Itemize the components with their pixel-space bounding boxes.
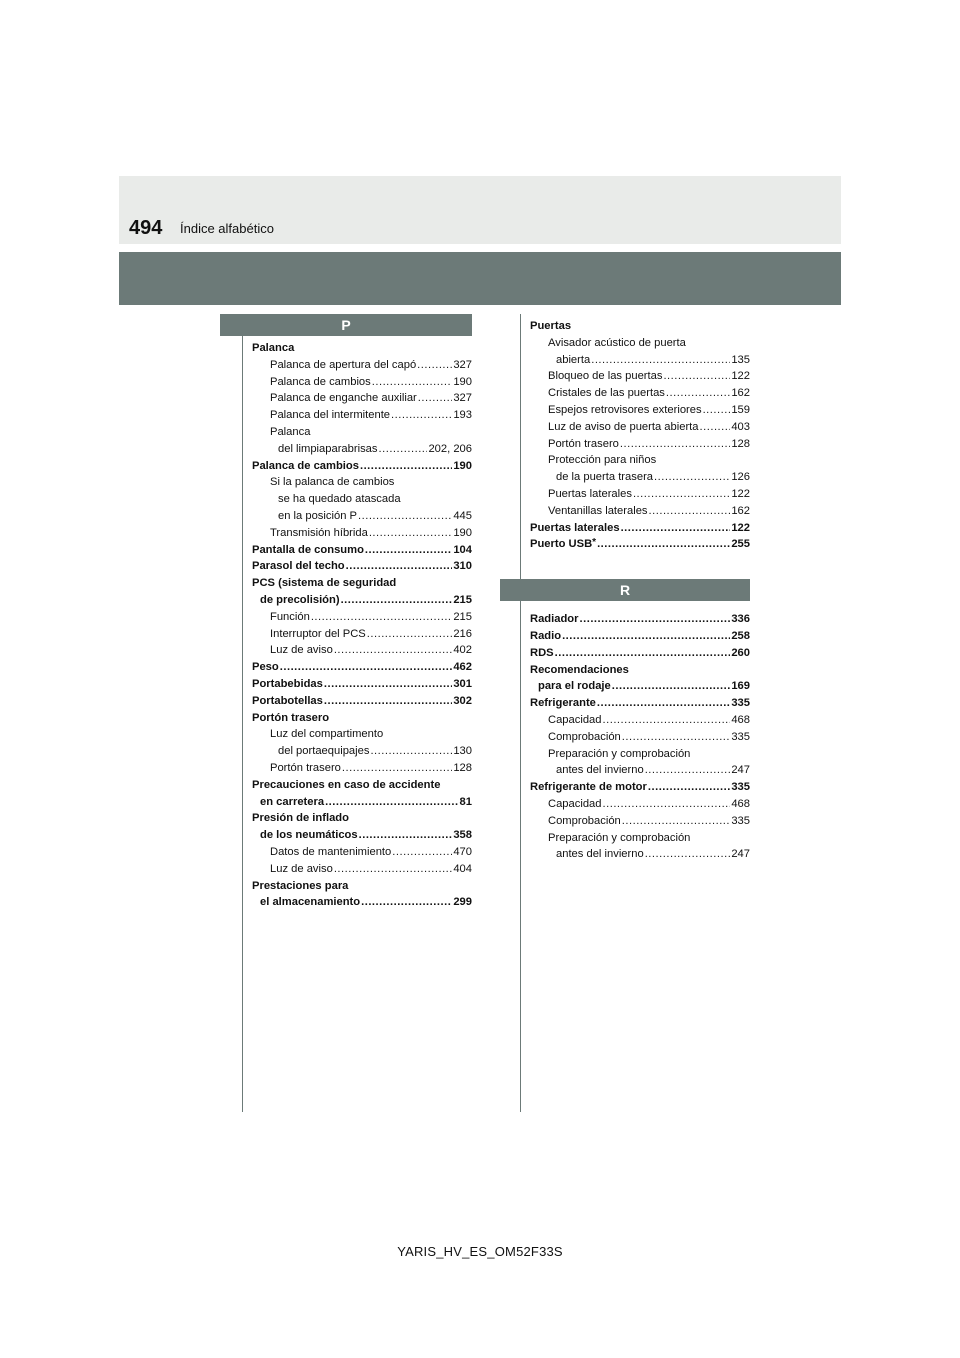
entry-page: 190 — [453, 375, 472, 388]
entry-page: 301 — [453, 677, 472, 690]
entry-page: 122 — [731, 370, 750, 383]
dot-leader — [334, 861, 453, 878]
entry-text: Portón trasero — [270, 761, 341, 774]
entry-text: de los neumáticos — [260, 829, 358, 842]
index-entry — [252, 609, 472, 626]
index-entry — [530, 695, 750, 712]
entry-page: 216 — [453, 627, 472, 640]
index-entry — [530, 503, 750, 520]
index-entry — [252, 525, 472, 542]
index-entry: Puerto USB * ..... 255 — [530, 536, 750, 553]
index-entry — [530, 813, 750, 830]
dot-leader — [324, 693, 452, 710]
dot-leader — [603, 796, 731, 813]
entry-text: Portón trasero — [252, 711, 330, 724]
index-entry — [530, 368, 750, 385]
dot-leader — [597, 695, 730, 712]
entry-page: 215 — [453, 593, 472, 606]
index-entry — [252, 424, 472, 441]
chapter-band — [119, 252, 841, 305]
index-entry — [252, 558, 472, 575]
dot-leader — [360, 458, 452, 475]
index-entry — [252, 441, 472, 458]
entry-text: se ha quedado atascada — [278, 493, 401, 506]
index-entry — [530, 645, 750, 662]
dot-leader — [591, 352, 730, 369]
entry-page: 470 — [453, 845, 472, 858]
entry-text: Peso — [252, 661, 279, 674]
entry-text: abierta — [556, 353, 591, 366]
entry-text: Capacidad — [548, 713, 602, 726]
entry-page: 190 — [453, 526, 472, 539]
entry-page: 327 — [453, 392, 472, 405]
entry-text: Refrigerante — [530, 697, 596, 710]
entry-text: Portabebidas — [252, 677, 323, 690]
dot-leader — [359, 827, 453, 844]
index-entry — [252, 542, 472, 559]
entry-page: 162 — [731, 387, 750, 400]
index-entries-p-continued — [530, 318, 750, 553]
entry-page: 190 — [453, 459, 472, 472]
entry-page: 159 — [731, 403, 750, 416]
index-entry — [252, 894, 472, 911]
dot-leader — [649, 503, 731, 520]
entry-text: Datos de mantenimiento — [270, 845, 392, 858]
dot-leader — [334, 642, 453, 659]
dot-leader — [379, 441, 428, 458]
index-entry — [530, 796, 750, 813]
index-entry — [252, 592, 472, 609]
dot-leader — [417, 357, 452, 374]
entry-page: 327 — [453, 358, 472, 371]
entry-page: 255 — [731, 538, 750, 551]
index-entry — [252, 777, 472, 794]
dot-leader — [369, 525, 453, 542]
index-entry — [530, 611, 750, 628]
entry-page: 462 — [453, 661, 472, 674]
entry-text: Preparación y comprobación — [548, 831, 691, 844]
dot-leader — [358, 508, 452, 525]
entry-page: 126 — [731, 471, 750, 484]
entry-text: Palanca de enganche auxiliar — [270, 392, 417, 405]
dot-leader — [603, 712, 731, 729]
index-entry — [252, 844, 472, 861]
entry-page: 403 — [731, 420, 750, 433]
entry-page: 202, 206 — [428, 442, 472, 455]
index-column-right — [530, 314, 750, 863]
dot-leader — [621, 520, 731, 537]
index-entry — [252, 878, 472, 895]
entry-text: Precauciones en caso de accidente — [252, 778, 441, 791]
section-spacer — [530, 553, 750, 579]
entry-text: Portabotellas — [252, 694, 323, 707]
dot-leader — [654, 469, 730, 486]
index-entry — [530, 678, 750, 695]
column-rule-right — [520, 314, 521, 1112]
entry-text: Ventanillas laterales — [548, 504, 648, 517]
entry-text: Pantalla de consumo — [252, 543, 364, 556]
dot-leader — [562, 628, 730, 645]
index-entry — [530, 469, 750, 486]
entry-text: Portón trasero — [548, 437, 619, 450]
index-entry — [530, 779, 750, 796]
entry-text: del portaequipajes — [278, 745, 370, 758]
entry-text: de la puerta trasera — [556, 471, 654, 484]
index-entry — [530, 318, 750, 335]
index-entry — [530, 830, 750, 847]
entry-text: Espejos retrovisores exteriores — [548, 403, 702, 416]
dot-leader — [633, 486, 730, 503]
dot-leader — [597, 536, 730, 553]
index-entry — [252, 390, 472, 407]
index-column-left — [252, 314, 472, 911]
dot-leader — [580, 611, 731, 628]
entry-page: 468 — [731, 797, 750, 810]
entry-text: Radio — [530, 629, 562, 642]
index-entry — [530, 419, 750, 436]
dot-leader — [622, 813, 731, 830]
index-entry — [252, 676, 472, 693]
entry-page: 335 — [731, 814, 750, 827]
index-entry — [252, 861, 472, 878]
dot-leader — [280, 659, 453, 676]
entry-text: Puertas laterales — [548, 487, 632, 500]
entry-text: en la posición P — [278, 509, 357, 522]
entry-page: 445 — [453, 509, 472, 522]
section-title: Índice alfabético — [180, 221, 274, 236]
entry-page: 104 — [453, 543, 472, 556]
entry-text: Luz de aviso — [270, 644, 333, 657]
entry-text: Palanca de cambios — [270, 375, 371, 388]
entry-page: 260 — [731, 646, 750, 659]
index-entry — [252, 474, 472, 491]
index-entry — [252, 827, 472, 844]
entry-text: Puertas — [530, 320, 572, 332]
entry-page: 310 — [453, 560, 472, 573]
entry-page: 193 — [453, 409, 472, 422]
dot-leader — [663, 368, 730, 385]
page-number: 494 — [129, 217, 163, 239]
entry-text: Luz del compartimento — [270, 728, 384, 741]
dot-leader — [645, 846, 731, 863]
dot-leader — [622, 729, 731, 746]
dot-leader — [361, 894, 452, 911]
index-entry — [252, 357, 472, 374]
letter-header-r: R — [500, 579, 750, 601]
entry-page: 358 — [453, 829, 472, 842]
index-entry — [252, 458, 472, 475]
dot-leader — [703, 402, 731, 419]
index-entry — [252, 340, 472, 357]
index-entries-r — [530, 611, 750, 863]
index-entry — [252, 642, 472, 659]
entry-text: Función — [270, 610, 310, 623]
index-entry — [252, 659, 472, 676]
dot-leader — [648, 779, 730, 796]
index-entry — [530, 662, 750, 679]
entry-text: Preparación y comprobación — [548, 747, 691, 760]
dot-leader — [418, 390, 453, 407]
entry-text: antes del invierno — [556, 764, 644, 777]
dot-leader — [666, 385, 730, 402]
entry-page: 135 — [731, 353, 750, 366]
entry-text: para el rodaje — [538, 680, 611, 693]
entry-text: Palanca de cambios — [252, 459, 359, 472]
dot-leader — [341, 592, 453, 609]
dot-leader — [620, 436, 730, 453]
entry-page: 128 — [731, 437, 750, 450]
index-entry — [252, 374, 472, 391]
entry-text: Si la palanca de cambios — [270, 476, 395, 489]
entry-text: PCS (sistema de seguridad — [252, 577, 397, 590]
index-entry — [530, 712, 750, 729]
entry-text: Bloqueo de las puertas — [548, 370, 663, 383]
entry-text: del limpiaparabrisas — [278, 442, 378, 455]
dot-leader — [612, 678, 731, 695]
entry-page: 130 — [453, 745, 472, 758]
entry-page: 162 — [731, 504, 750, 517]
dot-leader — [342, 760, 452, 777]
index-entry — [530, 436, 750, 453]
entry-text: el almacenamiento — [260, 896, 361, 909]
index-entry — [252, 810, 472, 827]
index-entry — [530, 628, 750, 645]
dot-leader — [324, 676, 452, 693]
entry-page: 335 — [731, 781, 750, 794]
index-entry — [530, 486, 750, 503]
entry-text: en carretera — [260, 795, 325, 808]
entry-text: Cristales de las puertas — [548, 387, 665, 400]
entry-text: Recomendaciones — [530, 663, 629, 676]
index-entry — [252, 794, 472, 811]
entry-page: 215 — [453, 610, 472, 623]
entry-text: Comprobación — [548, 814, 621, 827]
entry-text: Comprobación — [548, 730, 621, 743]
dot-leader — [311, 609, 453, 626]
index-entry — [252, 508, 472, 525]
entry-text: Luz de aviso — [270, 862, 333, 875]
index-entry — [252, 726, 472, 743]
entry-page: 336 — [731, 613, 750, 626]
entry-text: Presión de inflado — [252, 812, 349, 825]
entry-page: 335 — [731, 697, 750, 710]
entry-text: Palanca del intermitente — [270, 409, 391, 422]
entry-text: Refrigerante de motor — [530, 781, 647, 794]
entry-page: 299 — [453, 896, 472, 909]
entry-page: 404 — [453, 862, 472, 875]
index-entry — [530, 762, 750, 779]
dot-leader — [645, 762, 731, 779]
index-entry — [252, 491, 472, 508]
dot-leader — [346, 558, 453, 575]
entry-text: antes del invierno — [556, 848, 644, 861]
index-entry — [530, 402, 750, 419]
index-entry — [252, 626, 472, 643]
entry-text: Capacidad — [548, 797, 602, 810]
dot-leader — [391, 407, 452, 424]
dot-leader — [367, 626, 453, 643]
entry-page: 402 — [453, 644, 472, 657]
entry-text: Transmisión híbrida — [270, 526, 368, 539]
index-entries-p — [252, 340, 472, 911]
entry-text: RDS — [530, 646, 554, 659]
dot-leader — [700, 419, 731, 436]
document-code: YARIS_HV_ES_OM52F33S — [397, 1244, 563, 1259]
column-rule-left — [242, 314, 243, 1112]
index-entry — [530, 335, 750, 352]
index-entry — [530, 746, 750, 763]
entry-text: Prestaciones para — [252, 879, 349, 892]
index-entry — [252, 693, 472, 710]
index-entry — [530, 846, 750, 863]
entry-text: Palanca — [252, 342, 295, 354]
entry-text: Interruptor del PCS — [270, 627, 366, 640]
entry-page: 128 — [453, 761, 472, 774]
entry-page: 122 — [731, 487, 750, 500]
index-entry — [252, 575, 472, 592]
entry-text: Puertas laterales — [530, 521, 620, 534]
entry-text: de precolisión) — [260, 593, 340, 606]
entry-text: Palanca de apertura del capó — [270, 358, 417, 371]
index-entry — [530, 452, 750, 469]
entry-text: Parasol del techo — [252, 560, 345, 573]
dot-leader — [372, 374, 453, 391]
entry-page: 169 — [731, 680, 750, 693]
letter-header-p: P — [220, 314, 472, 336]
entry-page: 468 — [731, 713, 750, 726]
index-entry — [252, 760, 472, 777]
entry-page: 247 — [731, 764, 750, 777]
dot-leader — [365, 542, 452, 559]
index-entry — [530, 729, 750, 746]
entry-text: Palanca — [270, 425, 311, 438]
entry-page: 258 — [731, 629, 750, 642]
entry-text: Luz de aviso de puerta abierta — [548, 420, 699, 433]
index-entry — [530, 385, 750, 402]
index-entry — [252, 743, 472, 760]
entry-page: 247 — [731, 848, 750, 861]
dot-leader — [555, 645, 731, 662]
index-entry — [252, 710, 472, 727]
entry-page: 335 — [731, 730, 750, 743]
entry-text: Puerto USB — [530, 538, 593, 551]
index-entry — [252, 407, 472, 424]
dot-leader — [325, 794, 458, 811]
entry-text: Protección para niños — [548, 454, 657, 467]
entry-page: 81 — [459, 795, 472, 808]
dot-leader — [392, 844, 452, 861]
entry-text: Radiador — [530, 613, 579, 626]
entry-page: 122 — [731, 521, 750, 534]
entry-page: 302 — [453, 694, 472, 707]
index-entry — [530, 352, 750, 369]
dot-leader — [370, 743, 452, 760]
index-entry — [530, 520, 750, 537]
entry-text: Avisador acústico de puerta — [548, 336, 686, 349]
